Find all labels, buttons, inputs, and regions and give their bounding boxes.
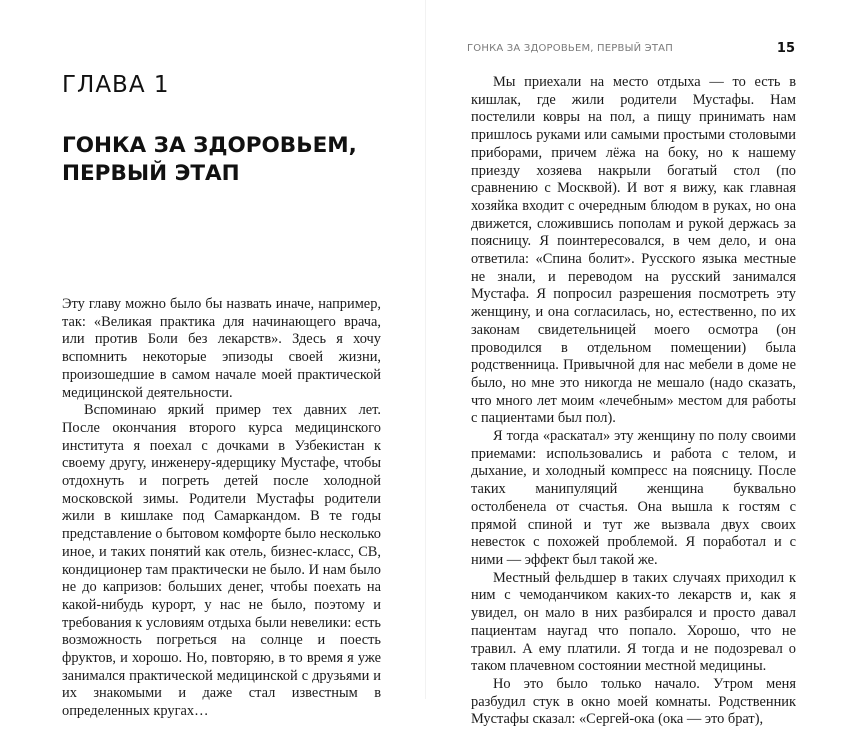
right-page	[426, 0, 852, 728]
left-page	[0, 0, 426, 720]
paragraph: Вспоминаю яркий пример тех давних лет. После окончания второго курса медицинского института я поехал с дочками в Узбекистан к своему другу, инженеру-ядерщику Мустафе, чтобы отдохнуть и погреть детей после холодной московской зимы. Родители Мустафы родители жили в кишлаке под Самаркандом. В те годы представление о бытовом комфорте было несколько иное, и таких понятий как отель, бизнес-класс, СВ, кондиционер там практически не было. И нам было не до капризов: больших денег, чтобы поехать на какой-нибудь курорт, у нас не было, поэтому и требования к условиям отдыха были невелики: есть возможность погреться на солнце и поесть фруктов, и хорошо. Но, повторяю, в то время я уже занимался практической медицинской с друзьями и их знакомыми и даже стал известным в определенных кругах…	[62, 402, 381, 720]
paragraph: Местный фельдшер в таких случаях приходил к ним с чемоданчиком каких-то лекарств и, как я увидел, он мало в них разбирался и просто давал пациентам наугад что попало. Хорошо, что не травил. А ему платили. Я тогда и не подозревал о таком плачевном состоянии местной медицины.	[471, 569, 796, 675]
paragraph: Мы приехали на место отдыха — то есть в кишлак, где жили родители Мустафы. Нам постелили ковры на пол, а пищу принимать нам пришлось руками или самыми простыми столовыми приборами, причем лёжа на боку, но к нашему приезду хозяева накрыли богатый стол (по сравнению с Москвой). И вот я вижу, как главная хозяйка входит с очередным блюдом в руках, но она движется, сложившись пополам и рукой держась за поясницу. Я поинтересовался, в чем дело, и она ответила: «Спина болит». Русского языка местные не знали, и переводом на русский занимался Мустафа. Я попросил разрешения посмотреть эту женщину, и она согласилась, но, естественно, по их законам свидетельницей моего осмотра (он проводился в отдельном помещении) была родственница. Привычной для нас мебели в доме не было, но мне это никогда не мешало (надо сказать, что много лет моим «лечебным» местом для работы с пациентами был пол).	[471, 74, 796, 427]
paragraph: Эту главу можно было бы назвать иначе, например, так: «Великая практика для начинающего врача, или против Боли без лекарств». Здесь я хочу вспомнить некоторые эпизоды своей жизни, произошедшие в самом начале моей практической медицинской деятельности.	[62, 296, 381, 401]
paragraph: Я тогда «раскатал» эту женщину по полу своими приемами: использовались и работа с телом, и дыхание, и холодный компресс на поясницу. После таких манипуляций женщина буквально остолбенела от счастья. Она вышла к гостям с прямой спиной и тут же вызвала двух своих невесток с похожей проблемой. Я поработал и с ними — эффект был такой же.	[471, 428, 796, 568]
chapter-label: ГЛАВА 1	[62, 72, 170, 98]
left-body-text	[62, 296, 381, 721]
running-head: ГОНКА ЗА ЗДОРОВЬЕМ, ПЕРВЫЙ ЭТАП	[467, 43, 673, 54]
page-number: 15	[776, 41, 795, 56]
paragraph: Но это было только начало. Утром меня разбудил стук в окно моей комнаты. Родственник Мустафы сказал: «Сергей-ока (ока — это брат),	[471, 675, 796, 728]
right-body-text	[471, 74, 796, 729]
chapter-title: ГОНКА ЗА ЗДОРОВЬЕМ, ПЕРВЫЙ ЭТАП	[62, 133, 357, 186]
